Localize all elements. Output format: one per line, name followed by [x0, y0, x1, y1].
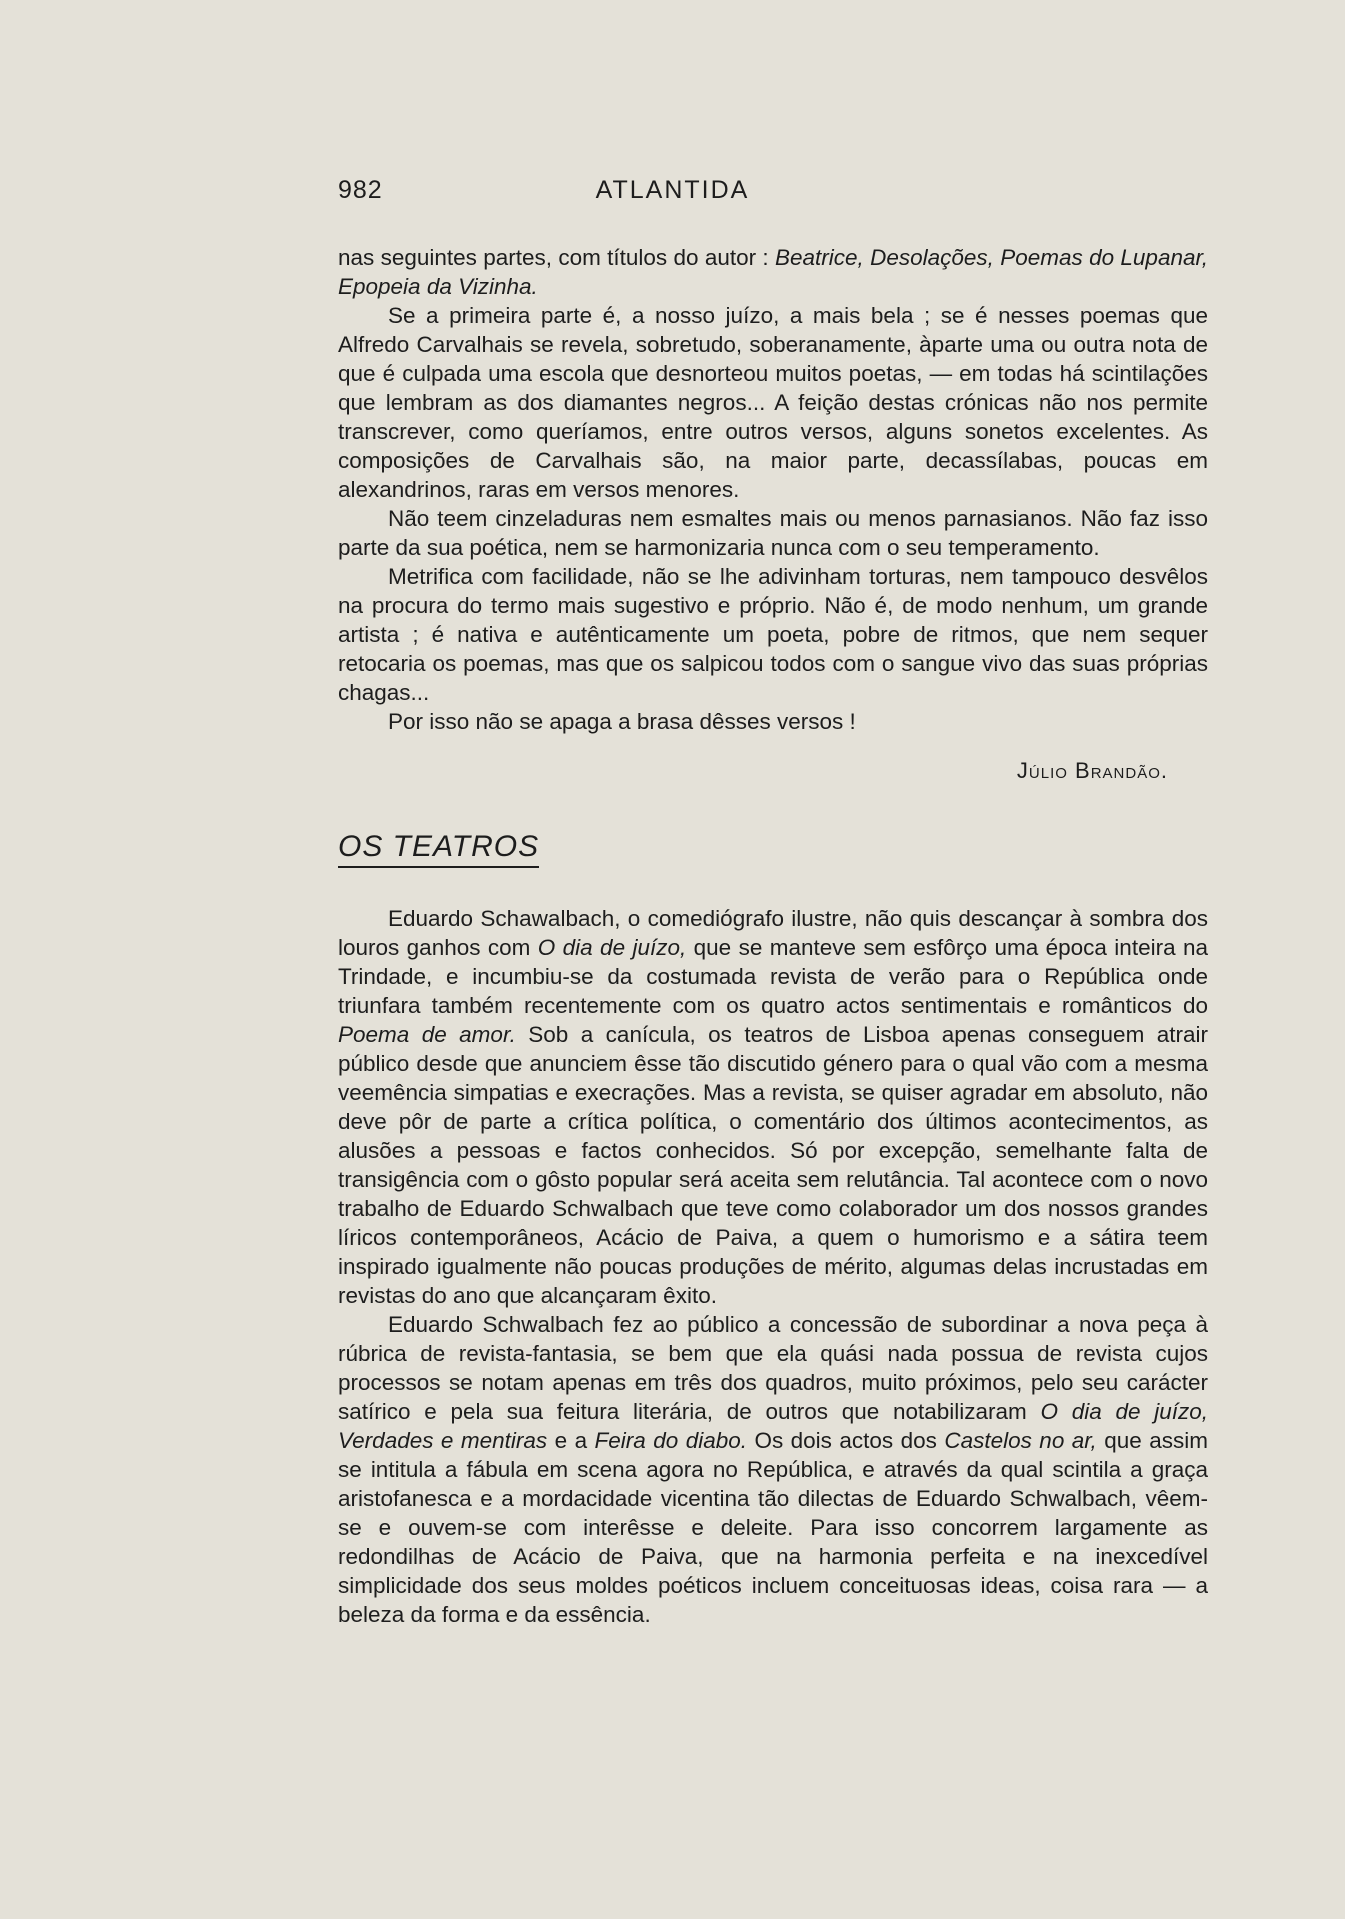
review-paragraph-5: Por isso não se apaga a brasa dêsses versos !	[388, 709, 856, 734]
theatre-paragraph-1	[338, 904, 1208, 1310]
play-titles-list: O dia de juízo, Verdades e mentiras	[338, 1399, 1208, 1453]
theatre-p1-text-a: Eduardo Schawalbach, o comediógrafo ilustre, não quis descançar à sombra dos louros ganhos com	[338, 906, 1208, 960]
running-title: ATLANTIDA	[595, 176, 750, 204]
review-continuation	[338, 243, 1208, 785]
theatre-p2-text-c: Os dois actos dos	[747, 1428, 945, 1453]
review-paragraph-2: Se a primeira parte é, a nosso juízo, a mais bela ; se é nesses poemas que Alfredo Carvalhais se revela, sobretudo, soberanamente, àparte uma ou outra nota de que é culpada uma escola que desnorteou muitos poetas, — em todas há scintilações que lembram as dos diamantes negros... A feição destas crónicas não nos permite transcrever, como queríamos, entre outros versos, alguns sonetos excelentes. As composições de Carvalhais são, na maior parte, decassílabas, poucas em alexandrinos, raras em versos menores.	[338, 303, 1208, 502]
review-paragraph-1-text: nas seguintes partes, com títulos do autor :	[338, 245, 775, 270]
play-title-dia-de-juizo: O dia de juízo,	[537, 935, 687, 960]
theatre-paragraph-2	[338, 1310, 1208, 1629]
theatre-p2-text-d: que assim se intitula a fábula em scena agora no República, e através da qual scintila a graça aristofanesca e a mordacidade vicentina tão dilectas de Eduardo Schwalbach, vêem-se e ouvem-se com interêsse e deleite. Para isso concorrem largamente as redondilhas de Acácio de Paiva, que na harmonia perfeita e na inexcedível simplicidade dos seus moldes poéticos incluem conceituosas ideas, coisa rara — a beleza da forma e da essência.	[338, 1428, 1208, 1627]
book-part-titles: Beatrice, Desolações, Poemas do Lupanar, Epopeia da Vizinha.	[338, 245, 1208, 299]
play-title-castelos-no-ar: Castelos no ar,	[944, 1428, 1097, 1453]
section-heading: OS TEATROS	[338, 830, 539, 868]
theatre-p1-text-b: que se manteve sem esfôrço uma época inteira na Trindade, e incumbiu-se da costumada revista de verão para o República onde triunfara também recentemente com os quatro actos sentimentais e românticos do	[338, 935, 1209, 1018]
theatre-p2-text-a: Eduardo Schwalbach fez ao público a concessão de subordinar a nova peça à rúbrica de revista-fantasia, se bem que ela quási nada possua de revista cujos processos se notam apenas em três dos quadros, muito próximos, pelo seu carácter satírico e pela sua feitura literária, de outros que notabilizaram	[338, 1312, 1208, 1424]
review-paragraph-1	[338, 243, 1208, 301]
review-paragraph-4: Metrifica com facilidade, não se lhe adivinham torturas, nem tampouco desvêlos na procura do termo mais sugestivo e próprio. Não é, de modo nenhum, um grande artista ; é nativa e autênticamente um poeta, pobre de ritmos, que nem sequer retocaria os poemas, mas que os salpicou todos com o sangue vivo das suas próprias chagas...	[338, 564, 1208, 705]
theatre-p2-text-b: e a	[547, 1428, 595, 1453]
review-paragraph-3: Não teem cinzeladuras nem esmaltes mais ou menos parnasianos. Não faz isso parte da sua poética, nem se harmonizaria nunca com o seu temperamento.	[338, 506, 1208, 560]
page-number: 982	[338, 176, 383, 204]
theatre-article	[338, 904, 1208, 1629]
author-byline: Júlio Brandão.	[1016, 758, 1168, 783]
theatre-p1-text-c: Sob a canícula, os teatros de Lisboa apenas conseguem atrair público desde que anunciem êsse tão discutido género para o qual vão com a mesma veemência simpatias e execrações. Mas a revista, se quiser agradar em absoluto, não deve pôr de parte a crítica política, o comentário dos últimos acontecimentos, as alusões a pessoas e factos conhecidos. Só por excepção, semelhante falta de transigência com o gôsto popular será aceita sem relutância. Tal acontece com o novo trabalho de Eduardo Schwalbach que teve como colaborador um dos nossos grandes líricos contemporâneos, Acácio de Paiva, a quem o humorismo e a sátira teem inspirado igualmente não poucas produções de mérito, algumas delas incrustadas em revistas do ano que alcançaram êxito.	[338, 1022, 1208, 1308]
play-title-poema-de-amor: Poema de amor.	[338, 1022, 516, 1047]
page-header	[0, 176, 1345, 216]
play-title-feira-do-diabo: Feira do diabo.	[594, 1428, 748, 1453]
